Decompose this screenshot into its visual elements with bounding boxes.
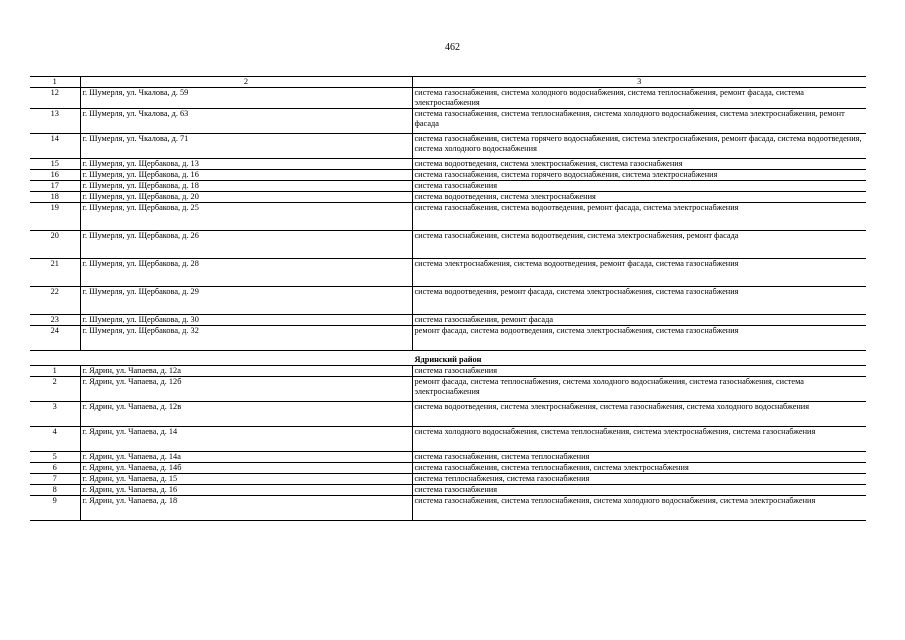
- row-number: 17: [30, 181, 80, 192]
- row-works: система холодного водоснабжения, система теплоснабжения, система электроснабжения, система газоснабжения: [412, 427, 866, 452]
- row-works: система газоснабжения, система горячего водоснабжения, система электроснабжения: [412, 170, 866, 181]
- row-address: г. Шумерля, ул. Щербакова, д. 13: [80, 159, 412, 170]
- table-row: [30, 366, 866, 377]
- row-number: 3: [30, 402, 80, 427]
- table-row: [30, 463, 866, 474]
- row-works: система газоснабжения, система теплоснабжения, система холодного водоснабжения, система электроснабжения, ремонт фасада: [412, 109, 866, 134]
- table-row: [30, 326, 866, 351]
- row-address: г. Ядрин, ул. Чапаева, д. 12а: [80, 366, 412, 377]
- row-address: г. Шумерля, ул. Щербакова, д. 16: [80, 170, 412, 181]
- row-address: г. Ядрин, ул. Чапаева, д. 16: [80, 485, 412, 496]
- table-row: [30, 259, 866, 287]
- row-address: г. Ядрин, ул. Чапаева, д. 15: [80, 474, 412, 485]
- table-row: [30, 231, 866, 259]
- row-address: г. Шумерля, ул. Щербакова, д. 30: [80, 315, 412, 326]
- row-address: г. Шумерля, ул. Чкалова, д. 59: [80, 88, 412, 109]
- row-works: система газоснабжения, система теплоснабжения, система электроснабжения: [412, 463, 866, 474]
- section-header-row: [30, 351, 866, 366]
- row-number: 8: [30, 485, 80, 496]
- row-number: 18: [30, 192, 80, 203]
- row-number: 5: [30, 452, 80, 463]
- works-table: [30, 76, 866, 521]
- row-number: 21: [30, 259, 80, 287]
- table-row: [30, 427, 866, 452]
- row-works: ремонт фасада, система водоотведения, система электроснабжения, система газоснабжения: [412, 326, 866, 351]
- row-works: ремонт фасада, система теплоснабжения, система холодного водоснабжения, система газоснабжения, система электроснабжения: [412, 377, 866, 402]
- row-number: 9: [30, 496, 80, 521]
- table-header-row: [30, 77, 866, 88]
- row-works: система газоснабжения, система теплоснабжения, система холодного водоснабжения, система электроснабжения: [412, 496, 866, 521]
- table-row: [30, 181, 866, 192]
- row-works: система газоснабжения, ремонт фасада: [412, 315, 866, 326]
- row-works: система водоотведения, система электроснабжения, система газоснабжения, система холодного водоснабжения: [412, 402, 866, 427]
- row-address: г. Шумерля, ул. Чкалова, д. 71: [80, 134, 412, 159]
- row-address: г. Шумерля, ул. Щербакова, д. 28: [80, 259, 412, 287]
- row-address: г. Шумерля, ул. Щербакова, д. 32: [80, 326, 412, 351]
- row-number: 22: [30, 287, 80, 315]
- table-body: [30, 77, 866, 521]
- row-address: г. Шумерля, ул. Щербакова, д. 26: [80, 231, 412, 259]
- row-address: г. Шумерля, ул. Щербакова, д. 20: [80, 192, 412, 203]
- row-number: 20: [30, 231, 80, 259]
- table-row: [30, 159, 866, 170]
- row-number: 24: [30, 326, 80, 351]
- row-works: система теплоснабжения, система газоснабжения: [412, 474, 866, 485]
- row-address: г. Ядрин, ул. Чапаева, д. 14: [80, 427, 412, 452]
- table-row: [30, 88, 866, 109]
- table-row: [30, 287, 866, 315]
- row-number: 19: [30, 203, 80, 231]
- header-col-2: 2: [80, 77, 412, 88]
- row-number: 1: [30, 366, 80, 377]
- row-address: г. Шумерля, ул. Щербакова, д. 29: [80, 287, 412, 315]
- row-works: система газоснабжения: [412, 366, 866, 377]
- row-works: система газоснабжения: [412, 181, 866, 192]
- page-number: 462: [445, 42, 460, 53]
- row-address: г. Ядрин, ул. Чапаева, д. 18: [80, 496, 412, 521]
- row-number: 16: [30, 170, 80, 181]
- row-works: система газоснабжения, система водоотведения, ремонт фасада, система электроснабжения: [412, 203, 866, 231]
- row-works: система газоснабжения, система холодного водоснабжения, система теплоснабжения, ремонт фасада, система электроснабжения: [412, 88, 866, 109]
- row-number: 12: [30, 88, 80, 109]
- row-works: система водоотведения, ремонт фасада, система электроснабжения, система газоснабжения: [412, 287, 866, 315]
- table-row: [30, 485, 866, 496]
- row-number: 15: [30, 159, 80, 170]
- row-address: г. Шумерля, ул. Щербакова, д. 18: [80, 181, 412, 192]
- row-number: 4: [30, 427, 80, 452]
- row-number: 14: [30, 134, 80, 159]
- header-col-3: 3: [412, 77, 866, 88]
- header-col-1: 1: [30, 77, 80, 88]
- table-row: [30, 203, 866, 231]
- row-address: г. Ядрин, ул. Чапаева, д. 12в: [80, 402, 412, 427]
- table-row: [30, 402, 866, 427]
- row-number: 7: [30, 474, 80, 485]
- table-row: [30, 170, 866, 181]
- row-works: система электроснабжения, система водоотведения, ремонт фасада, система газоснабжения: [412, 259, 866, 287]
- row-works: система газоснабжения, система горячего водоснабжения, система электроснабжения, ремонт фасада, система водоотведения, система холодного водоснабжения: [412, 134, 866, 159]
- row-number: 2: [30, 377, 80, 402]
- row-works: система газоснабжения, система водоотведения, система электроснабжения, ремонт фасада: [412, 231, 866, 259]
- row-number: 13: [30, 109, 80, 134]
- section-title: Ядринский район: [30, 351, 866, 366]
- row-address: г. Ядрин, ул. Чапаева, д. 14б: [80, 463, 412, 474]
- row-address: г. Шумерля, ул. Щербакова, д. 25: [80, 203, 412, 231]
- table-row: [30, 496, 866, 521]
- table-row: [30, 109, 866, 134]
- row-number: 23: [30, 315, 80, 326]
- row-address: г. Шумерля, ул. Чкалова, д. 63: [80, 109, 412, 134]
- table-row: [30, 452, 866, 463]
- table-row: [30, 377, 866, 402]
- row-number: 6: [30, 463, 80, 474]
- table-row: [30, 192, 866, 203]
- row-address: г. Ядрин, ул. Чапаева, д. 12б: [80, 377, 412, 402]
- row-works: система водоотведения, система электроснабжения, система газоснабжения: [412, 159, 866, 170]
- row-address: г. Ядрин, ул. Чапаева, д. 14а: [80, 452, 412, 463]
- row-works: система водоотведения, система электроснабжения: [412, 192, 866, 203]
- row-works: система газоснабжения, система теплоснабжения: [412, 452, 866, 463]
- row-works: система газоснабжения: [412, 485, 866, 496]
- table-row: [30, 474, 866, 485]
- table-row: [30, 134, 866, 159]
- table-row: [30, 315, 866, 326]
